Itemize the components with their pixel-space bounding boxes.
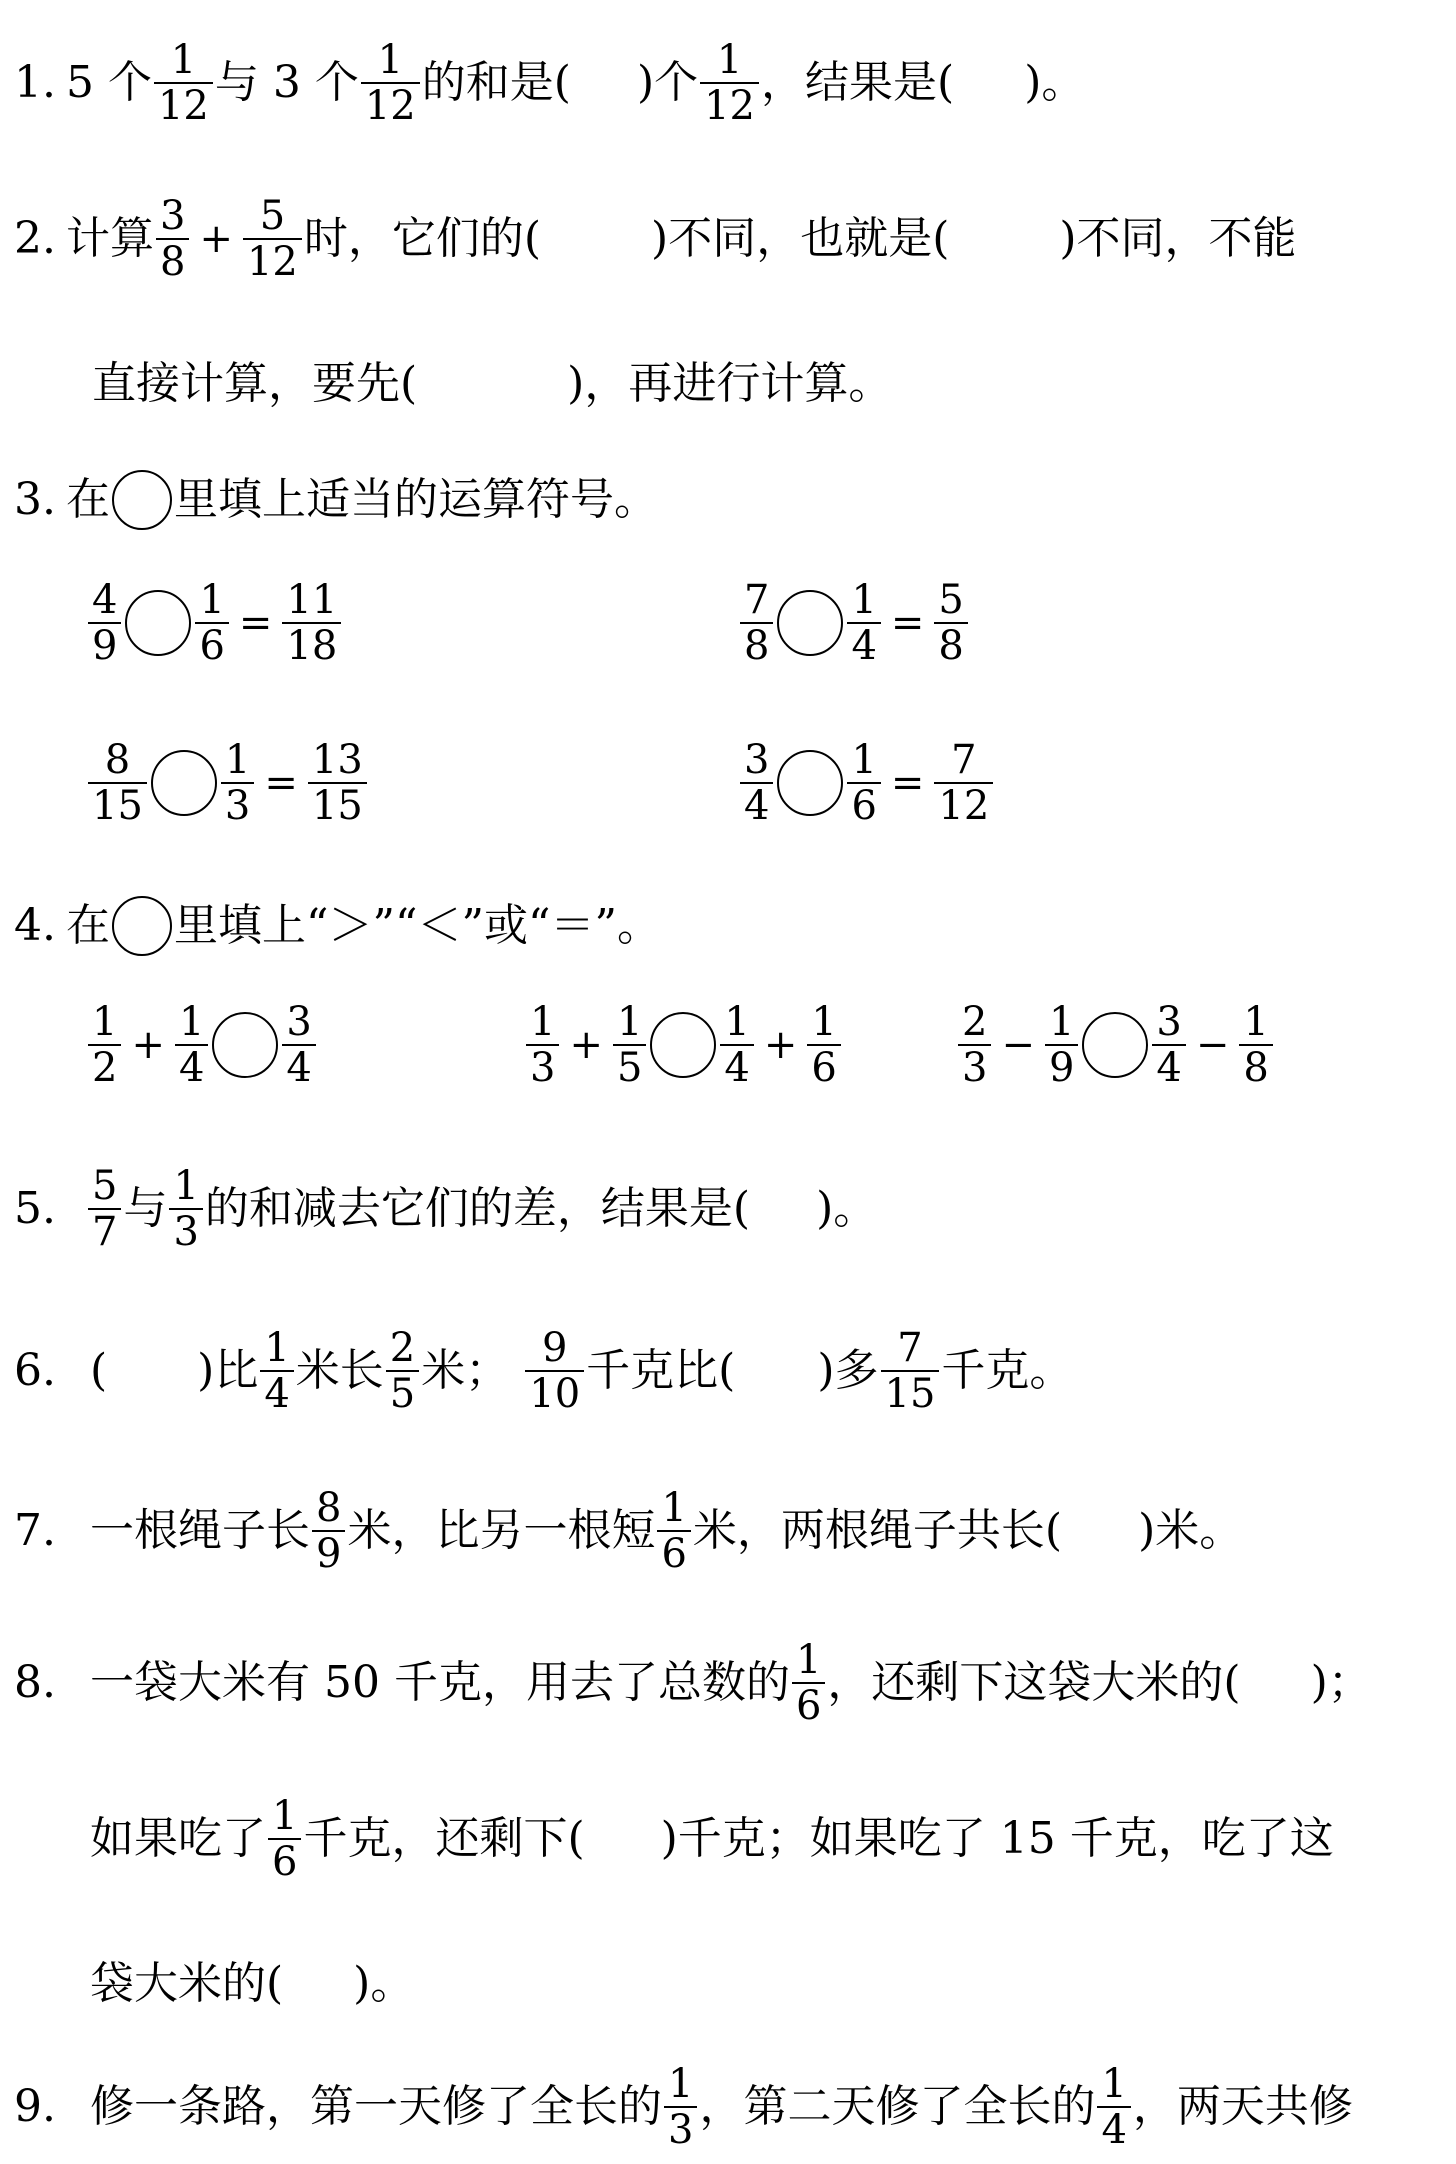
minus-sign: − bbox=[1001, 1022, 1035, 1068]
question-number: 4. bbox=[14, 900, 56, 951]
question-8-line-2 bbox=[90, 1793, 1334, 1885]
operator-circle[interactable] bbox=[777, 750, 843, 816]
fraction: $\frac{5}{7}$ bbox=[88, 1166, 121, 1252]
question-text: )个 bbox=[636, 57, 699, 108]
equals-sign: = bbox=[238, 600, 273, 646]
fraction: $\frac{1}{6}$ bbox=[847, 740, 880, 826]
question-text: )多 bbox=[817, 1345, 879, 1396]
question-3 bbox=[14, 470, 658, 530]
q3-expression-4 bbox=[738, 737, 995, 829]
question-text: )不同，不能 bbox=[1059, 213, 1297, 264]
fraction: $\frac{1}{3}$ bbox=[664, 2064, 697, 2150]
fraction: $\frac{11}{18}$ bbox=[282, 580, 341, 666]
question-text: 米，比另一根短 bbox=[347, 1505, 656, 1556]
equals-sign: = bbox=[890, 760, 925, 806]
question-number: 5. bbox=[14, 1183, 56, 1234]
question-text: 的和是( bbox=[421, 57, 571, 108]
question-text: 5 个 bbox=[66, 57, 152, 108]
fraction: $\frac{1}{4}$ bbox=[260, 1328, 293, 1414]
operator-circle[interactable] bbox=[125, 590, 191, 656]
fraction: $\frac{1}{12}$ bbox=[361, 40, 420, 126]
question-8 bbox=[14, 1637, 1372, 1729]
question-text: 的和减去它们的差，结果是( bbox=[204, 1183, 751, 1234]
equals-sign: = bbox=[890, 600, 925, 646]
question-text: 一根绳子长 bbox=[90, 1505, 310, 1556]
fraction: $\frac{1}{12}$ bbox=[700, 40, 759, 126]
question-text: 里填上适当的运算符号。 bbox=[174, 474, 658, 525]
question-number: 7. bbox=[14, 1505, 56, 1556]
question-8-line-3 bbox=[90, 1958, 415, 2009]
question-9 bbox=[14, 2061, 1353, 2153]
plus-sign: + bbox=[569, 1022, 603, 1068]
question-text: 米； bbox=[421, 1345, 510, 1396]
question-1 bbox=[14, 37, 1086, 129]
question-text: )千克；如果吃了 15 千克，吃了这 bbox=[660, 1813, 1334, 1864]
question-text: ( bbox=[90, 1345, 108, 1396]
fraction: $\frac{13}{15}$ bbox=[308, 740, 367, 826]
plus-sign: + bbox=[131, 1022, 165, 1068]
fraction: $\frac{4}{9}$ bbox=[88, 580, 121, 666]
question-number: 2. bbox=[14, 213, 56, 264]
fraction: $\frac{1}{2}$ bbox=[88, 1002, 121, 1088]
question-text: )。 bbox=[816, 1183, 878, 1234]
question-text: 如果吃了 bbox=[90, 1813, 266, 1864]
question-text: )不同，也就是( bbox=[651, 213, 950, 264]
fraction: $\frac{1}{8}$ bbox=[1239, 1002, 1272, 1088]
question-2-line-2 bbox=[92, 358, 893, 409]
fraction: $\frac{9}{10}$ bbox=[525, 1328, 584, 1414]
q4-expression-1 bbox=[86, 999, 318, 1091]
question-text: ，两天共修 bbox=[1132, 2081, 1353, 2132]
q3-expression-2 bbox=[738, 577, 970, 669]
fraction: $\frac{1}{6}$ bbox=[195, 580, 228, 666]
question-6 bbox=[14, 1325, 1074, 1417]
question-text: 在 bbox=[66, 474, 110, 525]
question-5 bbox=[14, 1163, 878, 1255]
operator-circle[interactable] bbox=[777, 590, 843, 656]
fraction: $\frac{7}{15}$ bbox=[881, 1328, 940, 1414]
question-text: ，还剩下这袋大米的( bbox=[827, 1657, 1241, 1708]
question-text: 在 bbox=[66, 900, 110, 951]
fraction: $\frac{1}{9}$ bbox=[1045, 1002, 1078, 1088]
question-text: 与 3 个 bbox=[214, 57, 359, 108]
question-number: 3. bbox=[14, 474, 56, 525]
operator-circle[interactable] bbox=[151, 750, 217, 816]
plus-sign: + bbox=[763, 1022, 798, 1068]
question-text: )比 bbox=[197, 1345, 259, 1396]
fraction: $\frac{1}{3}$ bbox=[221, 740, 254, 826]
question-number: 8. bbox=[14, 1657, 56, 1708]
question-text: 直接计算，要先( bbox=[92, 358, 418, 409]
question-text: )； bbox=[1310, 1657, 1372, 1708]
q4-expression-2 bbox=[524, 999, 843, 1091]
fraction: $\frac{5}{8}$ bbox=[934, 580, 967, 666]
fraction: $\frac{2}{3}$ bbox=[958, 1002, 991, 1088]
q3-expression-3 bbox=[86, 737, 369, 829]
compare-circle[interactable] bbox=[212, 1012, 278, 1078]
question-number: 9. bbox=[14, 2081, 56, 2132]
equals-sign: = bbox=[264, 760, 298, 806]
question-text: 一袋大米有 50 千克，用去了总数的 bbox=[90, 1657, 790, 1708]
fraction: $\frac{1}{12}$ bbox=[154, 40, 213, 126]
fraction: $\frac{8}{15}$ bbox=[88, 740, 147, 826]
question-4 bbox=[14, 896, 661, 956]
question-text: 千克。 bbox=[941, 1345, 1074, 1396]
fraction: $\frac{8}{9}$ bbox=[312, 1488, 345, 1574]
fraction: $\frac{1}{3}$ bbox=[526, 1002, 559, 1088]
question-text: 修一条路，第一天修了全长的 bbox=[90, 2081, 662, 2132]
question-text: 计算 bbox=[66, 213, 154, 264]
question-text: 与 bbox=[123, 1183, 168, 1234]
fraction: $\frac{1}{5}$ bbox=[613, 1002, 646, 1088]
question-text: ，第二天修了全长的 bbox=[699, 2081, 1096, 2132]
fraction: $\frac{1}{4}$ bbox=[1097, 2064, 1130, 2150]
fraction: $\frac{2}{5}$ bbox=[386, 1328, 419, 1414]
question-text: 米，两根绳子共长( bbox=[692, 1505, 1063, 1556]
fraction: $\frac{7}{8}$ bbox=[740, 580, 773, 666]
fraction: $\frac{1}{3}$ bbox=[169, 1166, 202, 1252]
question-text: 袋大米的( bbox=[90, 1958, 284, 2009]
circle-blank-icon bbox=[112, 470, 172, 530]
circle-blank-icon bbox=[112, 896, 172, 956]
question-number: 1. bbox=[14, 57, 56, 108]
question-text: ，结果是( bbox=[761, 57, 955, 108]
fraction: $\frac{1}{4}$ bbox=[175, 1002, 208, 1088]
fraction: $\frac{1}{6}$ bbox=[792, 1640, 825, 1726]
question-2 bbox=[14, 193, 1297, 285]
q4-expression-3 bbox=[956, 999, 1275, 1091]
question-text: )。 bbox=[353, 1958, 415, 2009]
question-text: 里填上“＞”“＜”或“＝”。 bbox=[174, 900, 661, 951]
fraction: $\frac{1}{6}$ bbox=[657, 1488, 690, 1574]
fraction: $\frac{3}{4}$ bbox=[740, 740, 773, 826]
question-text: 千克比( bbox=[586, 1345, 736, 1396]
question-text: 米长 bbox=[295, 1345, 384, 1396]
question-7 bbox=[14, 1485, 1244, 1577]
question-text: )米。 bbox=[1138, 1505, 1244, 1556]
fraction: $\frac{3}{4}$ bbox=[1152, 1002, 1185, 1088]
question-text: 时，它们的( bbox=[303, 213, 542, 264]
q3-expression-1 bbox=[86, 577, 343, 669]
question-text: )，再进行计算。 bbox=[567, 358, 893, 409]
minus-sign: − bbox=[1195, 1022, 1230, 1068]
compare-circle[interactable] bbox=[1082, 1012, 1148, 1078]
plus-sign: + bbox=[199, 216, 233, 262]
fraction: $\frac{3}{4}$ bbox=[282, 1002, 315, 1088]
fraction: $\frac{1}{4}$ bbox=[720, 1002, 753, 1088]
fraction: $\frac{3}{8}$ bbox=[156, 196, 189, 282]
fraction: $\frac{1}{6}$ bbox=[807, 1002, 840, 1088]
question-number: 6. bbox=[14, 1345, 56, 1396]
fraction: $\frac{1}{6}$ bbox=[268, 1796, 301, 1882]
fraction: $\frac{1}{4}$ bbox=[847, 580, 880, 666]
question-text: )。 bbox=[1024, 57, 1086, 108]
question-text: 千克，还剩下( bbox=[303, 1813, 585, 1864]
compare-circle[interactable] bbox=[650, 1012, 716, 1078]
fraction: $\frac{5}{12}$ bbox=[243, 196, 302, 282]
fraction: $\frac{7}{12}$ bbox=[934, 740, 993, 826]
